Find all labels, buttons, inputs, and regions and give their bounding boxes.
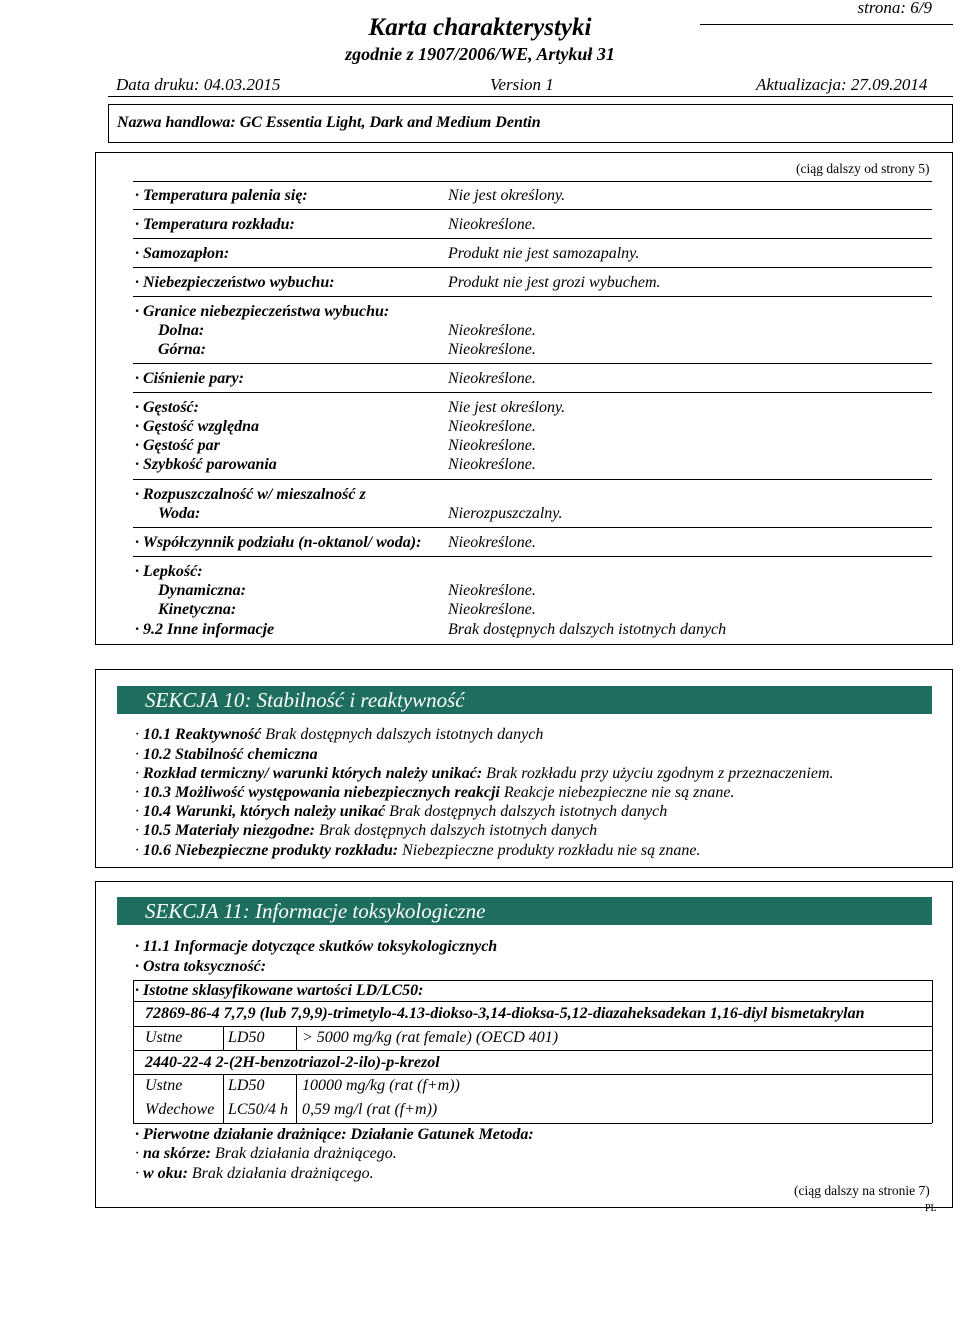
version: Version 1 bbox=[490, 75, 554, 94]
row-divider bbox=[133, 980, 932, 981]
density-label: · Gęstość: bbox=[135, 399, 199, 416]
table-border bbox=[932, 980, 933, 1123]
sub1-type: LD50 bbox=[228, 1029, 265, 1046]
vapour-density-value: Nieokreślone. bbox=[448, 437, 536, 454]
sub1-route: Ustne bbox=[145, 1029, 183, 1046]
row-divider bbox=[133, 527, 932, 528]
ignition-label: · Temperatura palenia się: bbox=[135, 187, 308, 204]
cell-border bbox=[223, 1074, 224, 1123]
skin-line: · na skórze: Brak działania drażniącego. bbox=[135, 1145, 397, 1162]
irritation-line: · Pierwotne działanie drażniące: Działanie Gatunek Metoda: bbox=[135, 1126, 534, 1143]
reactivity-line: · 10.1 Reaktywność Brak dostępnych dalszych istotnych danych bbox=[135, 726, 544, 743]
dynamic-value: Nieokreślone. bbox=[448, 582, 536, 599]
header-divider-top bbox=[700, 24, 953, 25]
upper-limit-label: Górna: bbox=[158, 341, 207, 358]
sub2-type-1: LD50 bbox=[228, 1077, 265, 1094]
acute-toxicity-line: · Ostra toksyczność: bbox=[135, 958, 267, 975]
ld-header: · Istotne sklasyfikowane wartości LD/LC50: bbox=[135, 982, 424, 999]
trade-name-box bbox=[108, 104, 953, 143]
document-subtitle: zgodnie z 1907/2006/WE, Artykuł 31 bbox=[345, 44, 615, 64]
row-divider bbox=[133, 363, 932, 364]
print-date: Data druku: 04.03.2015 bbox=[116, 75, 281, 94]
lower-limit-value: Nieokreślone. bbox=[448, 322, 536, 339]
kinematic-label: Kinetyczna: bbox=[158, 601, 237, 618]
page-number: strona: 6/9 bbox=[857, 0, 932, 17]
continued-from: (ciąg dalszy od strony 5) bbox=[796, 161, 930, 176]
explosion-label: · Niebezpieczeństwo wybuchu: bbox=[135, 274, 335, 291]
vapour-pressure-label: · Ciśnienie pary: bbox=[135, 370, 244, 387]
partition-label: · Współczynnik podziału (n-oktanol/ woda): bbox=[135, 534, 422, 551]
sub2-route-2: Wdechowe bbox=[145, 1101, 215, 1118]
sub1-value: > 5000 mg/kg (rat female) (OECD 401) bbox=[302, 1029, 559, 1046]
row-divider bbox=[133, 1001, 932, 1002]
hazardous-reactions-line: · 10.3 Możliwość występowania niebezpiecznych reakcji Reakcje niebezpieczne nie są znane. bbox=[135, 784, 735, 801]
upper-limit-value: Nieokreślone. bbox=[448, 341, 536, 358]
row-divider bbox=[133, 209, 932, 210]
explosion-value: Produkt nie jest grozi wybuchem. bbox=[448, 274, 661, 291]
solubility-label: · Rozpuszczalność w/ mieszalność z bbox=[135, 486, 366, 503]
section10-title: SEKCJA 10: Stabilność i reaktywność bbox=[117, 686, 932, 714]
density-value: Nie jest określony. bbox=[448, 399, 566, 416]
thermal-decomposition-line: · Rozkład termiczny/ warunki których należy unikać: Brak rozkładu przy użyciu zgodnym z przeznaczeniem. bbox=[135, 765, 834, 782]
dynamic-label: Dynamiczna: bbox=[158, 582, 246, 599]
water-label: Woda: bbox=[158, 505, 201, 522]
stability-line: · 10.2 Stabilność chemiczna bbox=[135, 746, 318, 763]
row-divider bbox=[133, 238, 932, 239]
row-divider bbox=[133, 1026, 932, 1027]
row-divider bbox=[133, 181, 932, 182]
row-divider bbox=[133, 1050, 932, 1051]
vapour-pressure-value: Nieokreślone. bbox=[448, 370, 536, 387]
vapour-density-label: · Gęstość par bbox=[135, 437, 220, 454]
substance-1: 72869-86-4 7,7,9 (lub 7,9,9)-trimetylo-4.13-diokso-3,14-dioksa-5,12-diazaheksadekan 1,16-diyl bismetakrylan bbox=[145, 1005, 865, 1022]
viscosity-label: · Lepkość: bbox=[135, 563, 203, 580]
partition-value: Nieokreślone. bbox=[448, 534, 536, 551]
explosion-limits-label: · Granice niebezpieczeństwa wybuchu: bbox=[135, 303, 390, 320]
row-divider bbox=[133, 479, 932, 480]
evaporation-value: Nieokreślone. bbox=[448, 456, 536, 473]
eye-line: · w oku: Brak działania drażniącego. bbox=[135, 1165, 374, 1182]
relative-density-label: · Gęstość względna bbox=[135, 418, 259, 435]
cell-border bbox=[223, 1026, 224, 1050]
sub2-route-1: Ustne bbox=[145, 1077, 183, 1094]
other-info-value: Brak dostępnych dalszych istotnych danych bbox=[448, 621, 727, 638]
sub2-value-2: 0,59 mg/l (rat (f+m)) bbox=[302, 1101, 438, 1118]
conditions-avoid-line: · 10.4 Warunki, których należy unikać Brak dostępnych dalszych istotnych danych bbox=[135, 803, 668, 820]
self-ignition-value: Produkt nie jest samozapalny. bbox=[448, 245, 640, 262]
update-date: Aktualizacja: 27.09.2014 bbox=[756, 75, 928, 94]
row-divider bbox=[133, 267, 932, 268]
relative-density-value: Nieokreślone. bbox=[448, 418, 536, 435]
substance-2: 2440-22-4 2-(2H-benzotriazol-2-ilo)-p-krezol bbox=[145, 1054, 440, 1071]
row-divider bbox=[133, 296, 932, 297]
decomposition-label: · Temperatura rozkładu: bbox=[135, 216, 295, 233]
sub2-value-1: 10000 mg/kg (rat (f+m)) bbox=[302, 1077, 460, 1094]
kinematic-value: Nieokreślone. bbox=[448, 601, 536, 618]
incompatible-materials-line: · 10.5 Materiały niezgodne: Brak dostępnych dalszych istotnych danych bbox=[135, 822, 598, 839]
cell-border bbox=[296, 1026, 297, 1050]
tox-info-line: · 11.1 Informacje dotyczące skutków toksykologicznych bbox=[135, 938, 498, 955]
lower-limit-label: Dolna: bbox=[158, 322, 205, 339]
table-border bbox=[133, 980, 134, 1123]
water-value: Nierozpuszczalny. bbox=[448, 505, 563, 522]
ignition-value: Nie jest określony. bbox=[448, 187, 566, 204]
decomposition-products-line: · 10.6 Niebezpieczne produkty rozkładu: Niebezpieczne produkty rozkładu nie są znane. bbox=[135, 842, 701, 859]
row-divider bbox=[133, 1123, 932, 1124]
language-code: PL bbox=[925, 1203, 937, 1214]
cell-border bbox=[296, 1074, 297, 1123]
row-divider bbox=[133, 1074, 932, 1075]
document-title: Karta charakterystyki bbox=[368, 14, 592, 41]
decomposition-value: Nieokreślone. bbox=[448, 216, 536, 233]
other-info-label: · 9.2 Inne informacje bbox=[135, 621, 275, 638]
header-divider bbox=[108, 96, 953, 97]
row-divider bbox=[133, 556, 932, 557]
self-ignition-label: · Samozapłon: bbox=[135, 245, 230, 262]
section11-title: SEKCJA 11: Informacje toksykologiczne bbox=[117, 897, 932, 925]
trade-name: Nazwa handlowa: GC Essentia Light, Dark and Medium Dentin bbox=[117, 114, 541, 131]
continued-to: (ciąg dalszy na stronie 7) bbox=[794, 1183, 930, 1198]
sub2-type-2: LC50/4 h bbox=[228, 1101, 289, 1118]
row-divider bbox=[133, 392, 932, 393]
evaporation-label: · Szybkość parowania bbox=[135, 456, 277, 473]
